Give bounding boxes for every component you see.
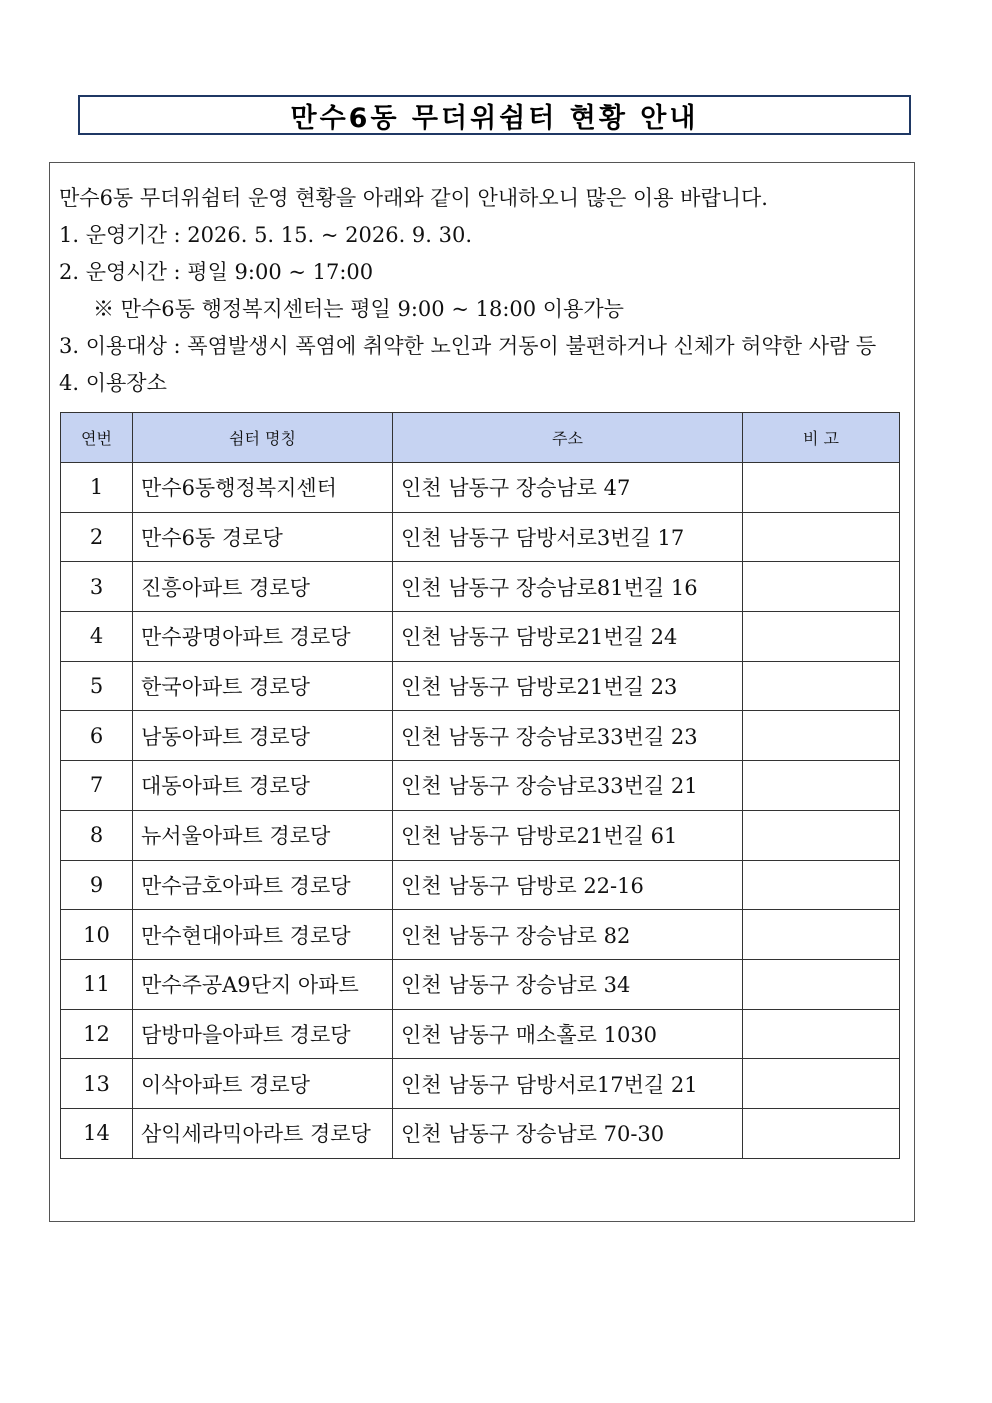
table-row [61,761,900,811]
locations-heading: 4. 이용장소 [59,371,167,395]
shelter-address: 인천 남동구 장승남로 47 [393,463,743,513]
shelter-name: 만수광명아파트 경로당 [133,612,393,662]
table-row [61,463,900,513]
shelter-note [743,1009,900,1059]
table-row [61,810,900,860]
row-number: 14 [61,1108,133,1158]
shelter-note [743,860,900,910]
shelter-address: 인천 남동구 장승남로 34 [393,959,743,1009]
table-row [61,512,900,562]
shelter-note [743,463,900,513]
shelter-note [743,761,900,811]
shelter-note [743,661,900,711]
table-row [61,1108,900,1158]
shelter-address: 인천 남동구 장승남로33번길 21 [393,761,743,811]
title-box [78,95,911,135]
intro-section [59,180,899,402]
table-row [61,711,900,761]
header-no: 연번 [61,413,133,463]
table-row [61,562,900,612]
shelter-note [743,562,900,612]
shelter-note [743,1108,900,1158]
table-row [61,1059,900,1109]
shelter-note [743,711,900,761]
shelter-address: 인천 남동구 담방로21번길 24 [393,612,743,662]
shelter-name: 한국아파트 경로당 [133,661,393,711]
shelter-address: 인천 남동구 장승남로33번길 23 [393,711,743,761]
row-number: 11 [61,959,133,1009]
shelter-note [743,612,900,662]
shelter-name: 진흥아파트 경로당 [133,562,393,612]
shelter-name: 만수6동행정복지센터 [133,463,393,513]
shelter-note [743,910,900,960]
row-number: 4 [61,612,133,662]
shelter-table [60,412,900,1159]
row-number: 6 [61,711,133,761]
row-number: 7 [61,761,133,811]
shelter-note [743,1059,900,1109]
row-number: 2 [61,512,133,562]
shelter-name: 만수주공A9단지 아파트 [133,959,393,1009]
shelter-address: 인천 남동구 매소홀로 1030 [393,1009,743,1059]
shelter-name: 만수금호아파트 경로당 [133,860,393,910]
shelter-note [743,810,900,860]
shelter-address: 인천 남동구 담방로 22-16 [393,860,743,910]
shelter-name: 이삭아파트 경로당 [133,1059,393,1109]
table-row [61,860,900,910]
shelter-address: 인천 남동구 담방서로17번길 21 [393,1059,743,1109]
target-users: 3. 이용대상 : 폭염발생시 폭염에 취약한 노인과 거동이 불편하거나 신체가 허약한 사람 등 [59,334,877,358]
operation-hours: 2. 운영시간 : 평일 9:00 ~ 17:00 [59,260,374,284]
operation-period: 1. 운영기간 : 2026. 5. 15. ~ 2026. 9. 30. [59,223,473,247]
row-number: 13 [61,1059,133,1109]
table-header-row [61,413,900,463]
table-row [61,612,900,662]
shelter-address: 인천 남동구 담방서로3번길 17 [393,512,743,562]
table-row [61,959,900,1009]
table-row [61,661,900,711]
shelter-address: 인천 남동구 담방로21번길 61 [393,810,743,860]
intro-line: 만수6동 무더위쉼터 운영 현황을 아래와 같이 안내하오니 많은 이용 바랍니다. [59,186,768,210]
shelter-name: 남동아파트 경로당 [133,711,393,761]
table-row [61,1009,900,1059]
row-number: 8 [61,810,133,860]
shelter-address: 인천 남동구 장승남로81번길 16 [393,562,743,612]
table-row [61,910,900,960]
row-number: 1 [61,463,133,513]
row-number: 9 [61,860,133,910]
row-number: 12 [61,1009,133,1059]
shelter-name: 만수현대아파트 경로당 [133,910,393,960]
shelter-name: 삼익세라믹아라트 경로당 [133,1108,393,1158]
table-body [61,463,900,1159]
header-name: 쉼터 명칭 [133,413,393,463]
row-number: 10 [61,910,133,960]
shelter-address: 인천 남동구 담방로21번길 23 [393,661,743,711]
page-title: 만수6동 무더위쉼터 현황 안내 [290,102,699,134]
shelter-name: 담방마을아파트 경로당 [133,1009,393,1059]
shelter-note [743,512,900,562]
shelter-address: 인천 남동구 장승남로 82 [393,910,743,960]
row-number: 5 [61,661,133,711]
shelter-name: 대동아파트 경로당 [133,761,393,811]
header-note: 비 고 [743,413,900,463]
shelter-note [743,959,900,1009]
header-address: 주소 [393,413,743,463]
row-number: 3 [61,562,133,612]
shelter-name: 만수6동 경로당 [133,512,393,562]
center-hours-note: ※ 만수6동 행정복지센터는 평일 9:00 ~ 18:00 이용가능 [93,297,624,321]
shelter-address: 인천 남동구 장승남로 70-30 [393,1108,743,1158]
shelter-name: 뉴서울아파트 경로당 [133,810,393,860]
